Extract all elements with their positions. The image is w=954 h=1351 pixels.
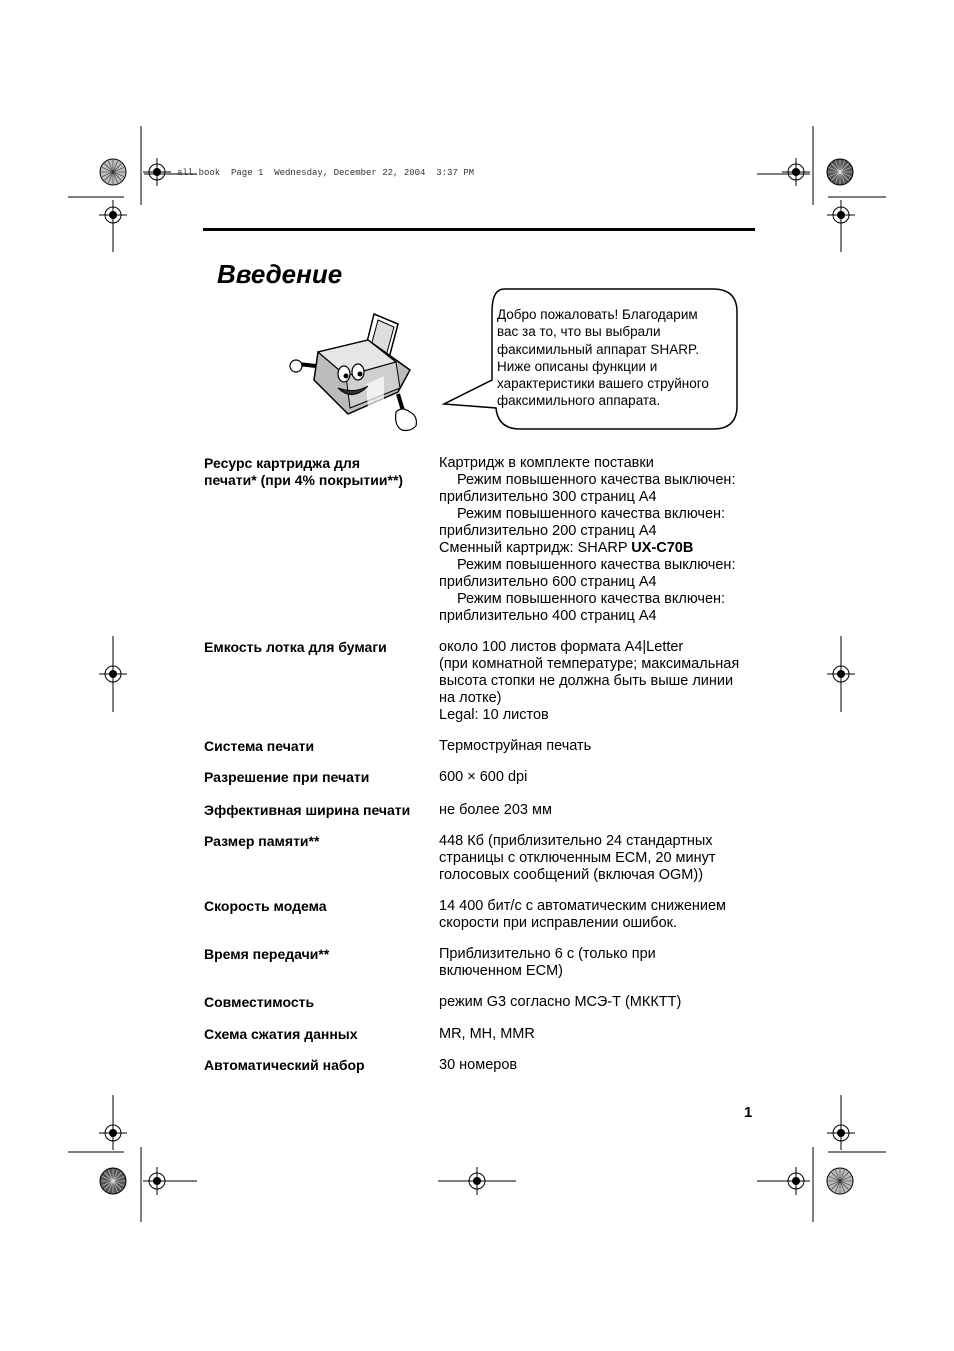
spec-row-print-width <box>204 802 764 819</box>
cartridge-model: UX-C70B <box>631 540 694 556</box>
spec-row-print-system <box>204 738 764 755</box>
spec-value: Картридж в комплекте поставки Режим повышенного качества выключен: приблизительно 300 страниц A4 Режим повышенного качества включен: приблизительно 200 страниц A4 Сменный картридж: SHARP UX-C70B Режим повышенного качества выключен: приблизительно 600 страниц A4 Режим повышенного качества включен: приблизительно 400 страниц A4 <box>439 455 736 624</box>
spec-row-paper-tray <box>204 639 764 724</box>
page-number: 1 <box>744 1104 753 1121</box>
file-info: all.book Page 1 Wednesday, December 22, 2004 3:37 PM <box>177 168 475 178</box>
spec-row-compatibility <box>204 994 764 1011</box>
crosshair-icon <box>782 158 810 186</box>
welcome-bubble <box>480 288 737 430</box>
bubble-line: Ниже описаны функции и <box>497 358 658 374</box>
bubble-line: Добро пожаловать! Благодарим <box>497 307 698 322</box>
spec-label: Время передачи** <box>204 946 330 962</box>
crosshair-icon <box>143 1167 171 1195</box>
crosshair-icon <box>99 1119 127 1147</box>
bubble-line: факсимильный аппарат SHARP. <box>497 341 699 357</box>
spec-list <box>204 455 764 1074</box>
crosshair-icon <box>827 201 855 229</box>
spec-row-compression <box>204 1026 764 1043</box>
spec-label: Автоматический набор <box>204 1057 365 1073</box>
spec-value: 14 400 бит/с с автоматическим снижением скорости при исправлении ошибок. <box>439 898 727 931</box>
color-wheel-icon <box>100 159 126 185</box>
spec-row-modem-speed <box>204 898 764 932</box>
crosshair-icon <box>143 158 171 186</box>
crosshair-icon <box>782 1167 810 1195</box>
spec-row-cartridge <box>204 455 764 625</box>
page-title: Введение <box>217 259 343 289</box>
crosshair-icon <box>99 660 127 688</box>
spec-value: режим G3 согласно МСЭ-Т (МККТТ) <box>439 994 682 1010</box>
spec-value: 448 Кб (приблизительно 24 стандартных страницы с отключенным ECM, 20 минут голосовых сообщений (включая OGM)) <box>439 833 716 883</box>
spec-row-resolution <box>204 769 764 786</box>
bubble-line: характеристики вашего струйного <box>497 376 709 392</box>
color-wheel-icon <box>827 159 853 185</box>
spec-row-transmission-time <box>204 946 764 980</box>
fax-mascot-icon <box>288 310 428 438</box>
spec-value: 30 номеров <box>439 1057 518 1073</box>
spec-label: Скорость модема <box>204 898 327 914</box>
color-wheel-icon <box>100 1168 126 1194</box>
spec-label: Размер памяти** <box>204 833 320 849</box>
crosshair-icon <box>463 1167 491 1195</box>
spec-value: около 100 листов формата A4|Letter (при комнатной температуре; максимальная высота стопки не должна быть выше линии на лотке) Legal: 10 листов <box>439 639 740 723</box>
spec-value: Приблизительно 6 с (только при включенном ECM) <box>439 946 656 979</box>
spec-label: Схема сжатия данных <box>204 1026 358 1042</box>
spec-value: не более 203 мм <box>439 802 552 818</box>
top-rule <box>203 228 755 231</box>
spec-value: MR, MH, MMR <box>439 1026 535 1042</box>
crosshair-icon <box>827 1119 855 1147</box>
spec-label: Эффективная ширина печати <box>204 802 411 818</box>
spec-label: Ресурс картриджа для печати* (при 4% покрытии**) <box>204 455 404 488</box>
spec-row-memory <box>204 833 764 884</box>
spec-label: Емкость лотка для бумаги <box>204 639 387 655</box>
bubble-line: вас за то, что вы выбрали <box>497 324 661 340</box>
spec-label: Совместимость <box>204 994 315 1010</box>
spec-value: 600 × 600 dpi <box>439 769 528 785</box>
color-wheel-icon <box>827 1168 853 1194</box>
crosshair-icon <box>827 660 855 688</box>
spec-label: Система печати <box>204 738 315 754</box>
spec-label: Разрешение при печати <box>204 769 370 785</box>
spec-row-auto-dial <box>204 1057 764 1074</box>
bubble-line: факсимильного аппарата. <box>497 393 661 409</box>
crosshair-icon <box>99 201 127 229</box>
spec-value: Термоструйная печать <box>439 738 592 754</box>
